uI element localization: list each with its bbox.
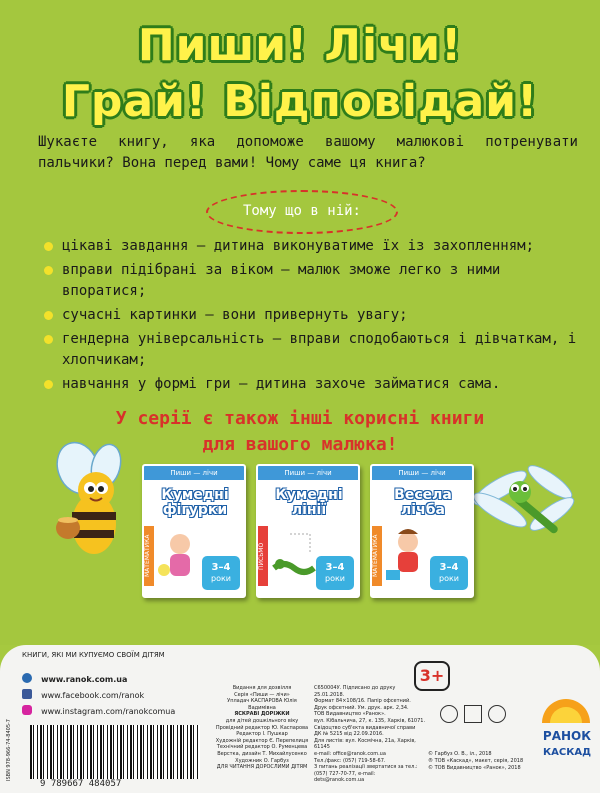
book-series-label: Пиши — лічи [258, 466, 358, 480]
isbn-side-label: ISBN 978-966-74-8405-7 [6, 719, 12, 781]
instagram-icon [22, 705, 32, 715]
book-subject-label: МАТЕМАТИКА [372, 526, 382, 586]
copyright-block [428, 751, 538, 772]
intro-text: Шукаєте книгу, яка допоможе вашому малюкові потренувати пальчики? Вона перед вами! Чому саме ця книга? [38, 134, 578, 171]
book-illustration [156, 524, 206, 584]
book-age-unit: роки [438, 574, 459, 583]
paper-icon [464, 705, 482, 723]
barcode [30, 725, 200, 779]
imprint-line: Тел./факс: (057) 719-58-67. [314, 757, 386, 764]
imprint-column-2 [314, 685, 426, 784]
book-age-unit: роки [210, 574, 231, 583]
book-title: Кумедні фігурки [161, 487, 229, 518]
book-age-unit: роки [324, 574, 345, 583]
safety-icons [440, 705, 536, 733]
list-item: сучасні картинки — вони привернуть увагу; [46, 305, 586, 326]
benefits-list [46, 236, 586, 398]
instagram-link[interactable]: www.instagram.com/ranokcomua [41, 707, 176, 716]
imprint-line: ДЛЯ ЧИТАННЯ ДОРОСЛИМИ ДІТЯМ [216, 764, 308, 771]
imprint-line: Технічний редактор О. Руменцева [216, 744, 308, 751]
book-title: Кумедні лінії [275, 487, 343, 518]
because-label: Тому що в ній: [242, 203, 361, 219]
book-cover-kumedni-linii[interactable] [256, 464, 360, 598]
imprint-line: Художній редактор Є. Перепелиця [215, 737, 309, 744]
dragonfly-illustration [470, 448, 580, 558]
facebook-icon [22, 689, 32, 699]
globe-icon [22, 673, 32, 683]
book-age-badge [430, 556, 468, 590]
copyright-line: ® ТОВ «Каскад», макет, серія, 2018 [428, 758, 524, 764]
sun-logo-icon [538, 685, 594, 725]
imprint-line: ТОВ Видавництво «Ранок». [314, 711, 386, 718]
isbn-number: 9 789667 484057 [40, 779, 200, 789]
book-illustration [384, 524, 434, 584]
list-item: навчання у формі гри — дитина захоче займатися сама. [46, 374, 586, 395]
book-age-badge [202, 556, 240, 590]
bee-illustration [56, 440, 128, 560]
imprint-line: Друк офсетний. Ум. друк. арк. 2,34. [314, 704, 409, 711]
imprint-line: З питань реалізації звертатися за тел.: [314, 764, 418, 771]
series-note-line-1: У серії є також інші корисні книги [115, 408, 485, 429]
facebook-link[interactable]: www.facebook.com/ranok [41, 691, 145, 700]
title-line-1: Пиши! Лічи! [137, 20, 463, 71]
because-oval [206, 190, 398, 234]
imprint-column-1 [214, 685, 310, 771]
imprint-line: Формат 84×108/16. Папір офсетний. [314, 698, 411, 705]
book-age-range: 3–4 [325, 562, 345, 573]
book-cover-vesela-lichba[interactable] [370, 464, 474, 598]
website-link[interactable]: www.ranok.com.ua [41, 675, 128, 684]
title-line-2: Грай! Відповідай! [61, 76, 539, 127]
imprint-line: Редактор І. Пушкар [236, 731, 288, 738]
list-item: цікаві завдання — дитина виконуватиме їх із захопленням; [46, 236, 586, 257]
age-rating-badge [414, 661, 450, 691]
book-illustration [270, 524, 320, 584]
imprint-line: Свідоцтво суб'єкта видавничої справи [314, 724, 416, 731]
book-subject-label: ПИСЬМО [258, 526, 268, 586]
imprint-line: ЯСКРАВІ ДОРІЖКИ [234, 711, 290, 718]
publisher-name: РАНОК [542, 729, 592, 743]
list-item: вправи підібрані за віком — малюк зможе легко з ними впоратися; [46, 260, 586, 302]
imprint-line: Видання для дозвілля [232, 685, 292, 691]
imprint-line: для дітей дошкільного віку [225, 717, 299, 724]
age-rating-text: 3+ [419, 666, 445, 685]
copyright-line: © ТОВ Видавництво «Ранок», 2018 [428, 765, 521, 771]
imprint-line: (057) 727-70-77, e-mail: dets@ranok.com.ua [314, 770, 376, 784]
imprint-area [0, 645, 600, 793]
imprint-line: Упладач КАСПАРОВА Юлія Вадимівна [227, 698, 297, 711]
imprint-line: Верстка, дизайн Т. Михайлусенко [217, 750, 307, 757]
book-series-label: Пиши — лічи [144, 466, 244, 480]
instagram-link-row[interactable] [22, 699, 176, 716]
facebook-link-row[interactable] [22, 683, 145, 700]
imprint-line: ДК № 5215 від 22.09.2016. [314, 731, 384, 738]
imprint-line: вул. Кібальчича, 27, к. 135, Харків, 61071. [314, 717, 426, 724]
imprint-line: Серія «Пиши — лічи» [234, 691, 290, 698]
imprint-line: e-mail: office@ranok.com.ua [314, 750, 386, 757]
book-series-label: Пиши — лічи [372, 466, 472, 480]
imprint-line: С650004У. Підписано до друку 25.01.2018. [314, 685, 396, 698]
book-age-badge [316, 556, 354, 590]
book-age-range: 3–4 [439, 562, 459, 573]
imprint-line: Провідний редактор Ю. Каспарова [215, 724, 309, 731]
publisher-logo[interactable] [538, 685, 596, 781]
no-age-icon [488, 705, 506, 723]
copyright-line: © Гарбуз О. В., іл., 2018 [428, 751, 492, 757]
book-age-range: 3–4 [211, 562, 231, 573]
web-link-row[interactable] [22, 667, 128, 684]
book-title: Весела лічба [394, 487, 452, 518]
recycle-icon [440, 705, 458, 723]
imprint-line: Художник О. Гарбуз [235, 757, 289, 764]
book-subject-label: МАТЕМАТИКА [144, 526, 154, 586]
series-note-line-2: для вашого малюка! [202, 434, 398, 455]
list-item: гендерна універсальність — вправи сподобаються і дівчаткам, і хлопчикам; [46, 329, 586, 371]
imprint-line: Для листів: вул. Космічна, 21а, Харків, 61145 [314, 737, 416, 751]
publisher-slogan: КНИГИ, ЯКІ МИ КУПУЄМО СВОЇМ ДІТЯМ [22, 651, 165, 659]
imprint-name: КАСКАД [542, 747, 592, 758]
book-cover-kumedni-fihurky[interactable] [142, 464, 246, 598]
